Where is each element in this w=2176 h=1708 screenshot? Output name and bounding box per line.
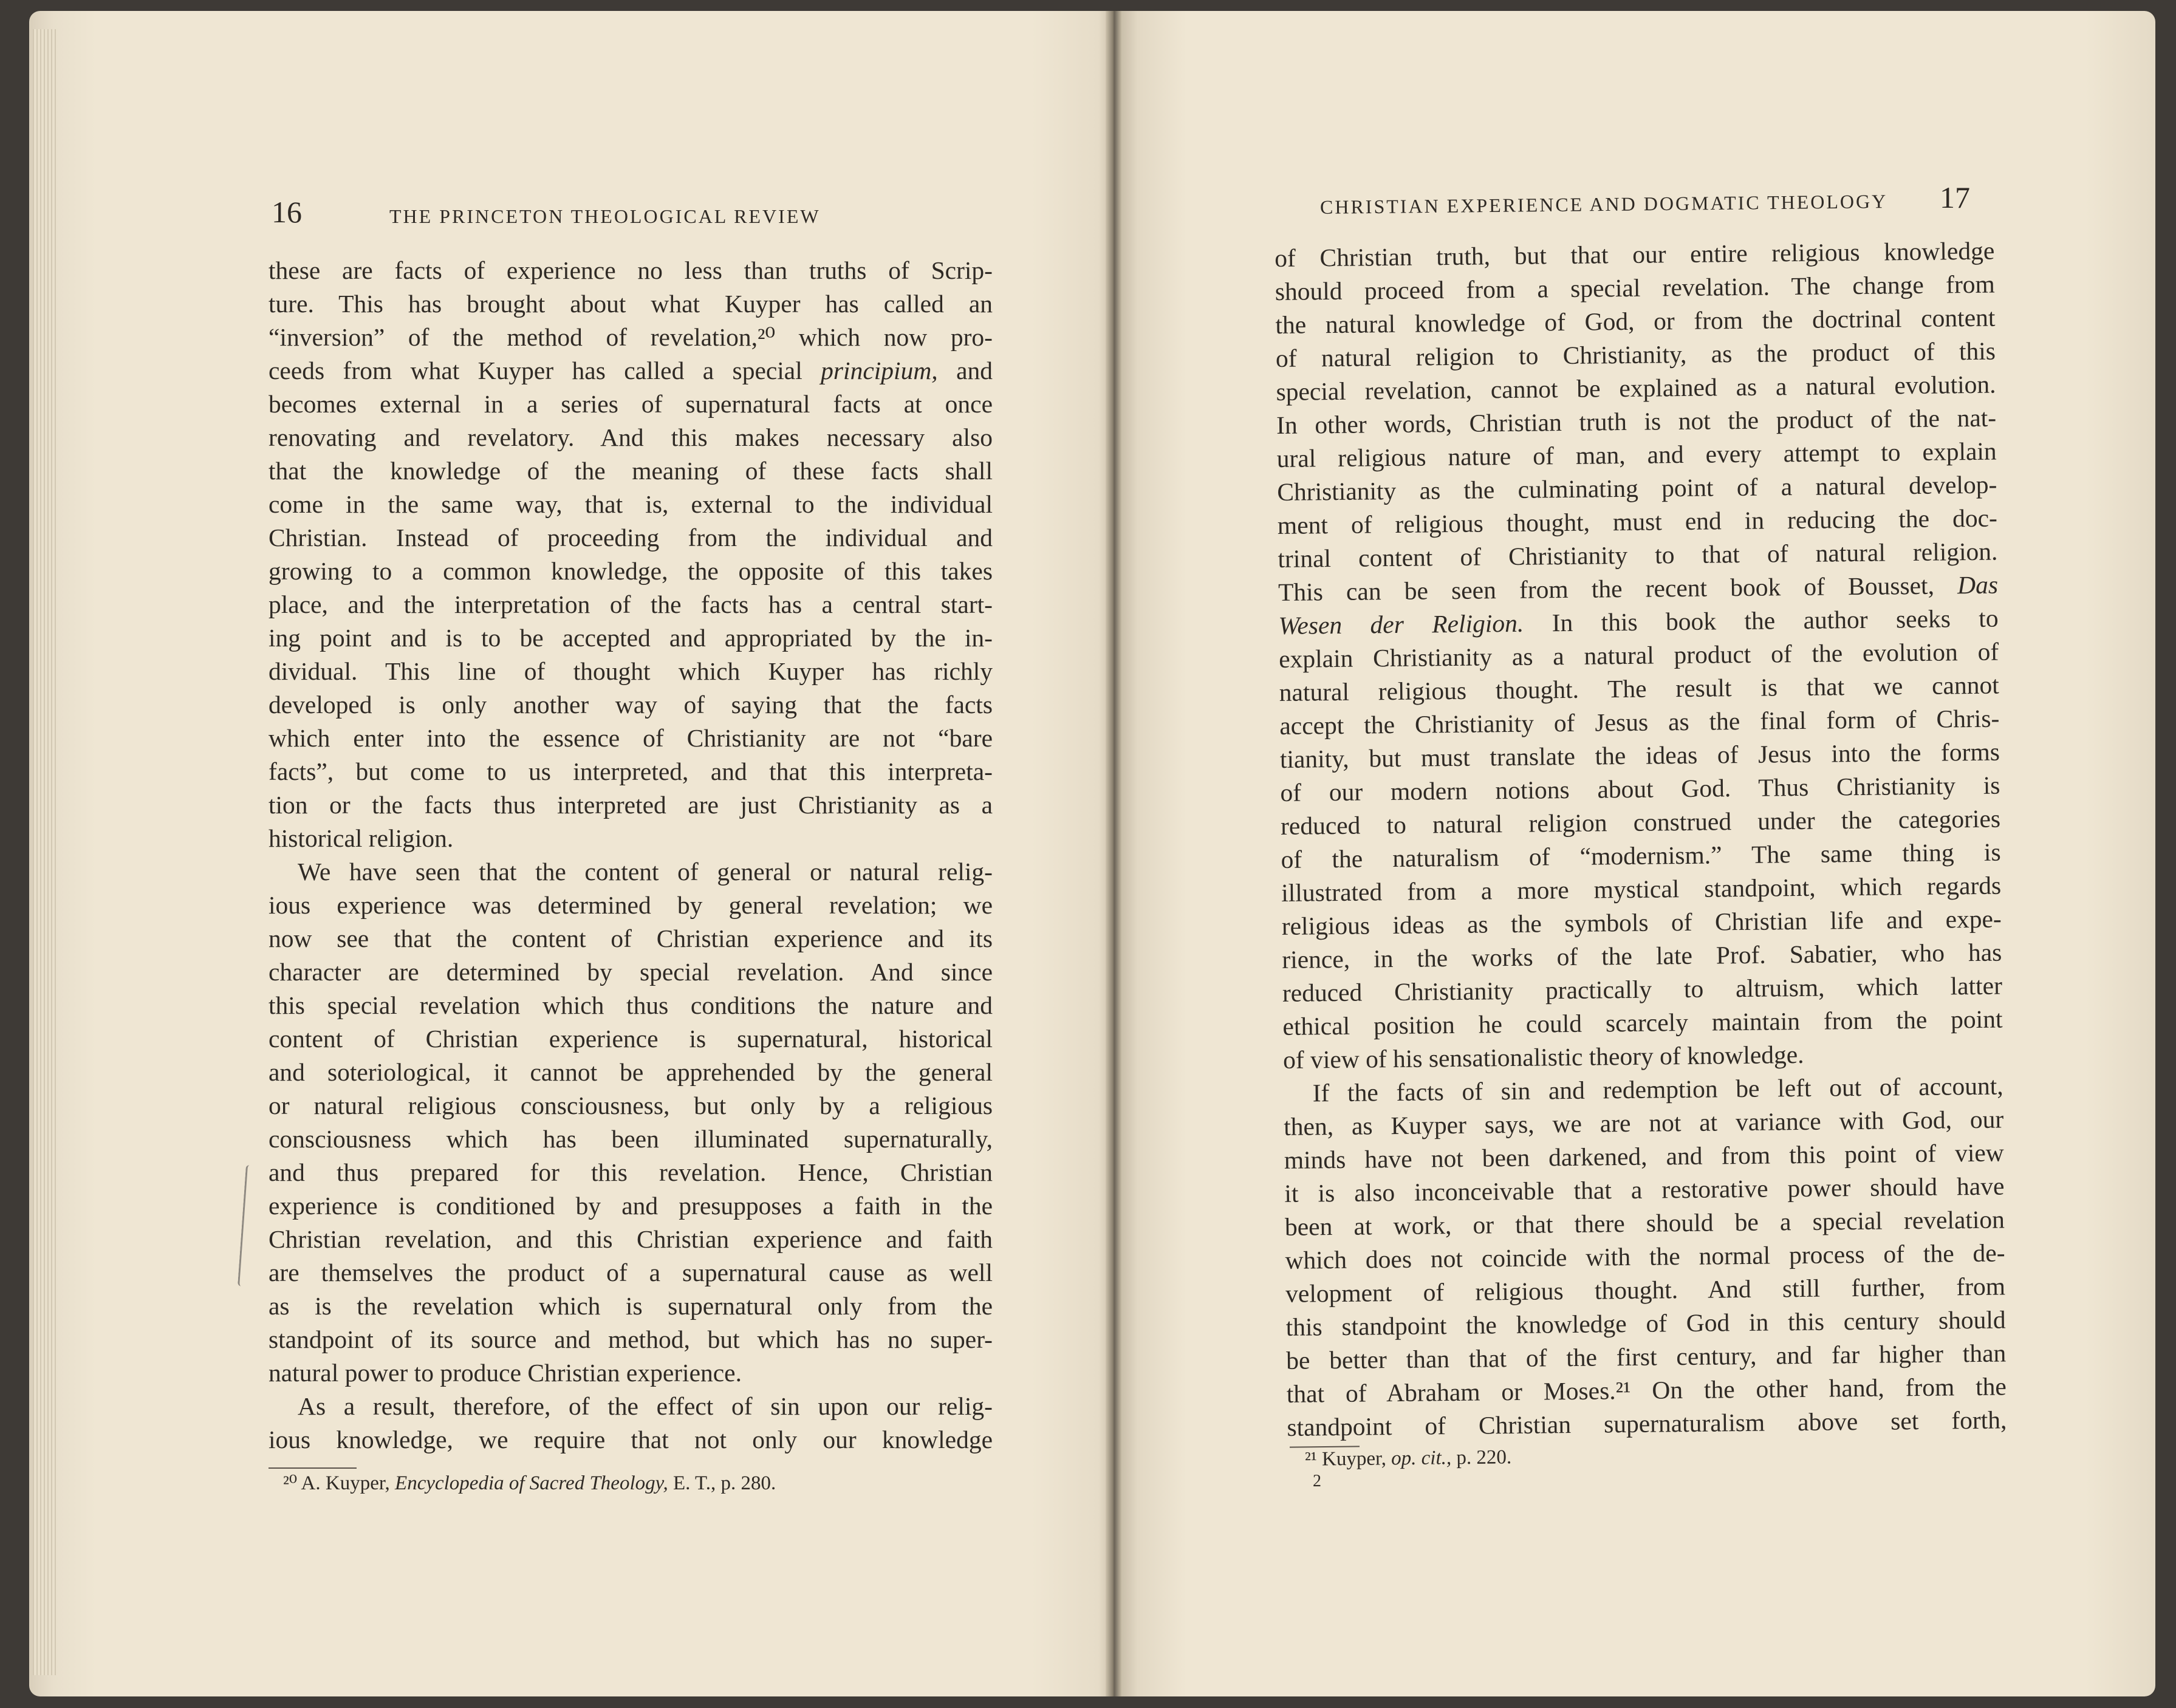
text-line: In other words, Christian truth is not the product of the nat-: [1276, 403, 1997, 439]
pencil-mark: [238, 1165, 254, 1286]
text-line: of view of his sensationalistic theory of knowledge.: [1282, 1040, 1804, 1074]
text-line: experience is conditioned by and presupposes a faith in the: [269, 1192, 993, 1220]
page-number-right: 17: [1940, 180, 1970, 214]
text-line: and soteriological, it cannot be apprehended by the general: [269, 1058, 993, 1086]
text-line: consciousness which has been illuminated supernaturally,: [269, 1125, 993, 1153]
text-line: of our modern notions about God. Thus Christianity is: [1280, 771, 2000, 807]
text-line: ious experience was determined by general revelation; we: [269, 891, 993, 919]
text-line: developed is only another way of saying that the facts: [269, 691, 993, 719]
signature-mark: 2: [1313, 1472, 1321, 1491]
text-line: standpoint of its source and method, but which has no super-: [269, 1325, 993, 1353]
text-line: of natural religion to Christianity, as the product of this: [1275, 336, 1996, 372]
text-line: Christian revelation, and this Christian experience and faith: [269, 1225, 993, 1253]
text-line: these are facts of experience no less than truths of Scrip-: [269, 256, 993, 284]
text-line: then, as Kuyper says, we are not at variance with God, our: [1284, 1105, 2004, 1141]
text-line: or natural religious consciousness, but only by a religious: [269, 1091, 993, 1119]
text-line: this standpoint the knowledge of God in this century should: [1285, 1305, 2006, 1341]
text-line: it is also inconceivable that a restorative power should have: [1284, 1172, 2005, 1208]
text-line: dividual. This line of thought which Kuyper has richly: [269, 657, 993, 685]
footnote-right-mark: ²¹ Kuyper,: [1304, 1447, 1392, 1471]
text-line: are themselves the product of a supernatural cause as well: [269, 1259, 993, 1286]
open-book: [29, 11, 2155, 1696]
text-line: ethical position he could scarcely maintain from the point: [1282, 1005, 2003, 1040]
text-line: We have seen that the content of general or natural relig-: [298, 858, 993, 886]
text-line: standpoint of Christian supernaturalism above set forth,: [1287, 1406, 2007, 1441]
text-line: tion or the facts thus interpreted are just Christianity as a: [269, 791, 993, 819]
text-line: come in the same way, that is, external to the individual: [269, 490, 993, 518]
text-line: religious ideas as the symbols of Christian life and expe-: [1281, 904, 2002, 940]
text-line: illustrated from a more mystical standpoint, which regards: [1281, 871, 2002, 907]
text-line: of Christian truth, but that our entire religious knowledge: [1274, 236, 1995, 272]
text-line: velopment of religious thought. And still further, from: [1285, 1272, 2006, 1308]
page-edges: [33, 29, 57, 1675]
page-number-left: 16: [272, 195, 302, 229]
text-line: now see that the content of Christian experience and its: [269, 924, 993, 952]
text-line: Wesen der Religion. In this book the author seeks to: [1278, 604, 1999, 640]
text-line: been at work, or that there should be a special revelation: [1284, 1205, 2005, 1241]
text-line: natural power to produce Christian experience.: [269, 1359, 742, 1387]
text-line: ceeds from what Kuyper has called a special principium, and: [269, 357, 993, 384]
right-body-text: [1274, 234, 2007, 1444]
text-line: historical religion.: [269, 824, 454, 852]
text-line: which does not coincide with the normal process of the de-: [1285, 1238, 2005, 1274]
text-line: which enter into the essence of Christianity are not “bare: [269, 724, 993, 752]
text-line: natural religious thought. The result is that we cannot: [1279, 671, 1999, 706]
footnote-right-rest: p. 220.: [1451, 1446, 1512, 1469]
text-line: and thus prepared for this revelation. Hence, Christian: [269, 1158, 993, 1186]
left-body-text: [269, 254, 993, 1457]
right-page: [1114, 11, 2155, 1696]
text-line: This can be seen from the recent book of Bousset, Das: [1278, 570, 1999, 606]
footnote-left-mark: ²⁰ A. Kuyper,: [283, 1472, 395, 1494]
text-line: the natural knowledge of God, or from the doctrinal content: [1275, 303, 1996, 339]
text-line: explain Christianity as a natural product of the evolution of: [1278, 637, 1999, 673]
text-line: If the facts of sin and redemption be left out of account,: [1312, 1071, 2003, 1107]
text-line: minds have not been darkened, and from this point of view: [1284, 1138, 2005, 1174]
text-line: trinal content of Christianity to that of natural religion.: [1278, 537, 1998, 573]
text-line: be better than that of the first century, and far higher than: [1286, 1339, 2007, 1375]
left-page: [29, 11, 1114, 1696]
text-line: becomes external in a series of supernatural facts at once: [269, 390, 993, 418]
text-line: renovating and revelatory. And this makes necessary also: [269, 423, 993, 451]
text-line: ture. This has brought about what Kuyper has called an: [269, 290, 993, 318]
text-line: ural religious nature of man, and every attempt to explain: [1276, 437, 1997, 473]
text-line: content of Christian experience is supernatural, historical: [269, 1025, 993, 1053]
text-line: rience, in the works of the late Prof. Sabatier, who has: [1282, 938, 2002, 974]
text-line: should proceed from a special revelation. The change from: [1274, 270, 1996, 306]
text-line: As a result, therefore, of the effect of sin upon our relig-: [298, 1392, 993, 1420]
footnote-left: [283, 1471, 776, 1495]
text-line: this special revelation which thus conditions the nature and: [269, 991, 993, 1019]
text-line: character are determined by special revelation. And since: [269, 958, 993, 986]
text-line: facts”, but come to us interpreted, and that this interpreta-: [269, 757, 993, 785]
text-line: ing point and is to be accepted and appropriated by the in-: [269, 624, 993, 652]
text-line: ious knowledge, we require that not only our knowledge: [269, 1426, 993, 1454]
text-line: of the naturalism of “modernism.” The same thing is: [1281, 838, 2001, 873]
footnote-right-cite: op. cit.,: [1391, 1447, 1452, 1470]
text-line: that the knowledge of the meaning of these facts shall: [269, 457, 993, 485]
running-head-left: THE PRINCETON THEOLOGICAL REVIEW: [389, 205, 821, 227]
footnote-left-rest: E. T., p. 280.: [668, 1472, 776, 1494]
text-line: accept the Christianity of Jesus as the final form of Chris-: [1279, 704, 2000, 740]
text-line: Christianity as the culminating point of a natural develop-: [1277, 470, 1997, 506]
book-gutter: [1106, 11, 1121, 1696]
text-line: Christian. Instead of proceeding from the individual and: [269, 524, 993, 552]
text-line: growing to a common knowledge, the opposite of this takes: [269, 557, 993, 585]
text-line: place, and the interpretation of the facts has a central start-: [269, 590, 993, 618]
text-line: reduced to natural religion construed under the categories: [1280, 804, 2001, 840]
text-line: tianity, but must translate the ideas of Jesus into the forms: [1279, 737, 2000, 773]
text-line: reduced Christianity practically to altruism, which latter: [1282, 971, 2003, 1007]
text-line: that of Abraham or Moses.²¹ On the other hand, from the: [1286, 1372, 2007, 1408]
running-head-right: CHRISTIAN EXPERIENCE AND DOGMATIC THEOLOGY: [1319, 190, 1888, 218]
footnote-left-title: Encyclopedia of Sacred Theology,: [395, 1472, 668, 1494]
footnote-rule-left: [269, 1467, 357, 1469]
text-line: special revelation, cannot be explained as a natural evolution.: [1276, 370, 1996, 406]
text-line: ment of religious thought, must end in reducing the doc-: [1277, 504, 1998, 539]
footnote-right: [1305, 1446, 1512, 1471]
text-line: as is the revelation which is supernatural only from the: [269, 1292, 993, 1320]
text-line: “inversion” of the method of revelation,²⁰ which now pro-: [269, 323, 993, 351]
